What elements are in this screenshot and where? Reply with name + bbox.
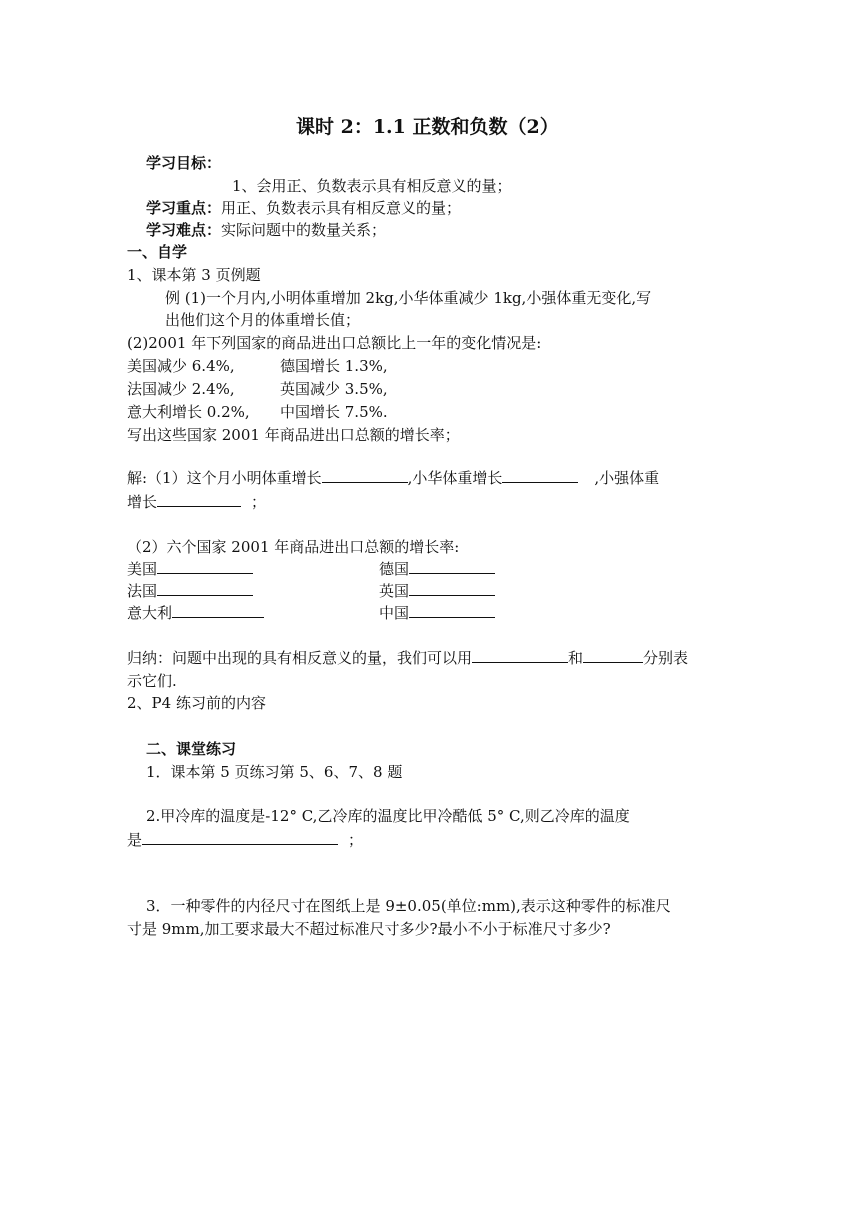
example2-text: (2)2001 年下列国家的商品进出口总额比上一年的变化情况是: <box>127 334 542 352</box>
change-left-2: 法国减少 2.4%, <box>127 380 235 398</box>
page-title: 课时 2：1.1 正数和负数（2） <box>296 116 559 138</box>
blank-xiaoming[interactable] <box>322 467 408 483</box>
blank-summary-2[interactable] <box>583 647 643 663</box>
change-left-3: 意大利增长 0.2%, <box>127 403 250 421</box>
question-3-line1: 3．一种零件的内径尺寸在图纸上是 9±0.05(单位:mm),表示这种零件的标准尺 <box>146 897 671 915</box>
summary-line1 <box>127 647 688 669</box>
country-italy: 意大利 <box>127 604 173 622</box>
blank-summary-1[interactable] <box>472 647 568 663</box>
question-2-line1: 2.甲冷库的温度是-12° C,乙冷库的温度比甲冷酷低 5° C,则乙冷库的温度 <box>146 807 630 825</box>
question-2-b: ； <box>348 831 364 849</box>
country-right-2 <box>379 580 495 602</box>
difficulty-line <box>146 219 386 241</box>
summary-line2: 示它们. <box>127 672 177 690</box>
solution-1-line2 <box>127 491 266 513</box>
country-germany: 德国 <box>379 560 410 578</box>
change-right-2: 英国减少 3.5%, <box>280 380 388 398</box>
section1-item-1: 1、课本第 3 页例题 <box>127 266 261 284</box>
country-left-2 <box>127 580 253 602</box>
blank-germany[interactable] <box>409 558 495 574</box>
example1-line2: 出他们这个月的体重增长值； <box>165 311 361 329</box>
objective-item-1: 1、会用正、负数表示具有相反意义的量； <box>232 177 512 195</box>
change-left-1: 美国减少 6.4%, <box>127 357 235 375</box>
question-2-line2 <box>127 829 363 851</box>
solution-2-heading: （2）六个国家 2001 年商品进出口总额的增长率: <box>127 538 460 556</box>
country-left-3 <box>127 602 264 624</box>
blank-italy[interactable] <box>172 602 264 618</box>
country-france: 法国 <box>127 582 158 600</box>
change-right-1: 德国增长 1.3%, <box>280 357 388 375</box>
country-china: 中国 <box>379 604 410 622</box>
summary-a: 归纳：问题中出现的具有相反意义的量，我们可以用 <box>127 649 473 667</box>
key-point-label: 学习重点： <box>146 199 222 217</box>
blank-cold-storage-temp[interactable] <box>142 829 338 845</box>
country-uk: 英国 <box>379 582 410 600</box>
country-right-3 <box>379 602 495 624</box>
blank-china[interactable] <box>409 602 495 618</box>
solution-1-b: ,小华体重增长 <box>407 469 503 487</box>
blank-usa[interactable] <box>157 558 253 574</box>
difficulty-label: 学习难点： <box>146 221 222 239</box>
country-usa: 美国 <box>127 560 158 578</box>
country-right-1 <box>379 558 495 580</box>
solution-1-c: ,小强体重 <box>594 469 660 487</box>
blank-uk[interactable] <box>409 580 495 596</box>
section1-item-2: 2、P4 练习前的内容 <box>127 694 266 712</box>
solution-1-line1 <box>127 467 659 489</box>
blank-xiaohua[interactable] <box>502 467 578 483</box>
summary-c: 分别表 <box>643 649 689 667</box>
blank-xiaoqiang[interactable] <box>157 491 241 507</box>
question-1: 1．课本第 5 页练习第 5、6、7、8 题 <box>146 763 403 781</box>
country-left-1 <box>127 558 253 580</box>
question-2-a: 是 <box>127 831 143 849</box>
instruction-text: 写出这些国家 2001 年商品进出口总额的增长率； <box>127 426 460 444</box>
key-point-line <box>146 197 461 219</box>
question-3-line2: 寸是 9mm,加工要求最大不超过标准尺寸多少?最小不小于标准尺寸多少? <box>127 920 611 938</box>
solution-1-e: ； <box>251 493 267 511</box>
section2-heading: 二、课堂练习 <box>146 740 237 758</box>
section1-heading: 一、自学 <box>127 243 188 261</box>
change-right-3: 中国增长 7.5%. <box>280 403 388 421</box>
solution-1-a: 解:（1）这个月小明体重增长 <box>127 469 322 487</box>
example1-line1: 例 (1)一个月内,小明体重增加 2kg,小华体重减少 1kg,小强体重无变化,写 <box>165 289 652 307</box>
summary-b: 和 <box>568 649 584 667</box>
key-point-text: 用正、负数表示具有相反意义的量； <box>221 199 462 217</box>
solution-1-d: 增长 <box>127 493 158 511</box>
objectives-label: 学习目标： <box>146 154 222 172</box>
difficulty-text: 实际问题中的数量关系； <box>221 221 387 239</box>
blank-france[interactable] <box>157 580 253 596</box>
